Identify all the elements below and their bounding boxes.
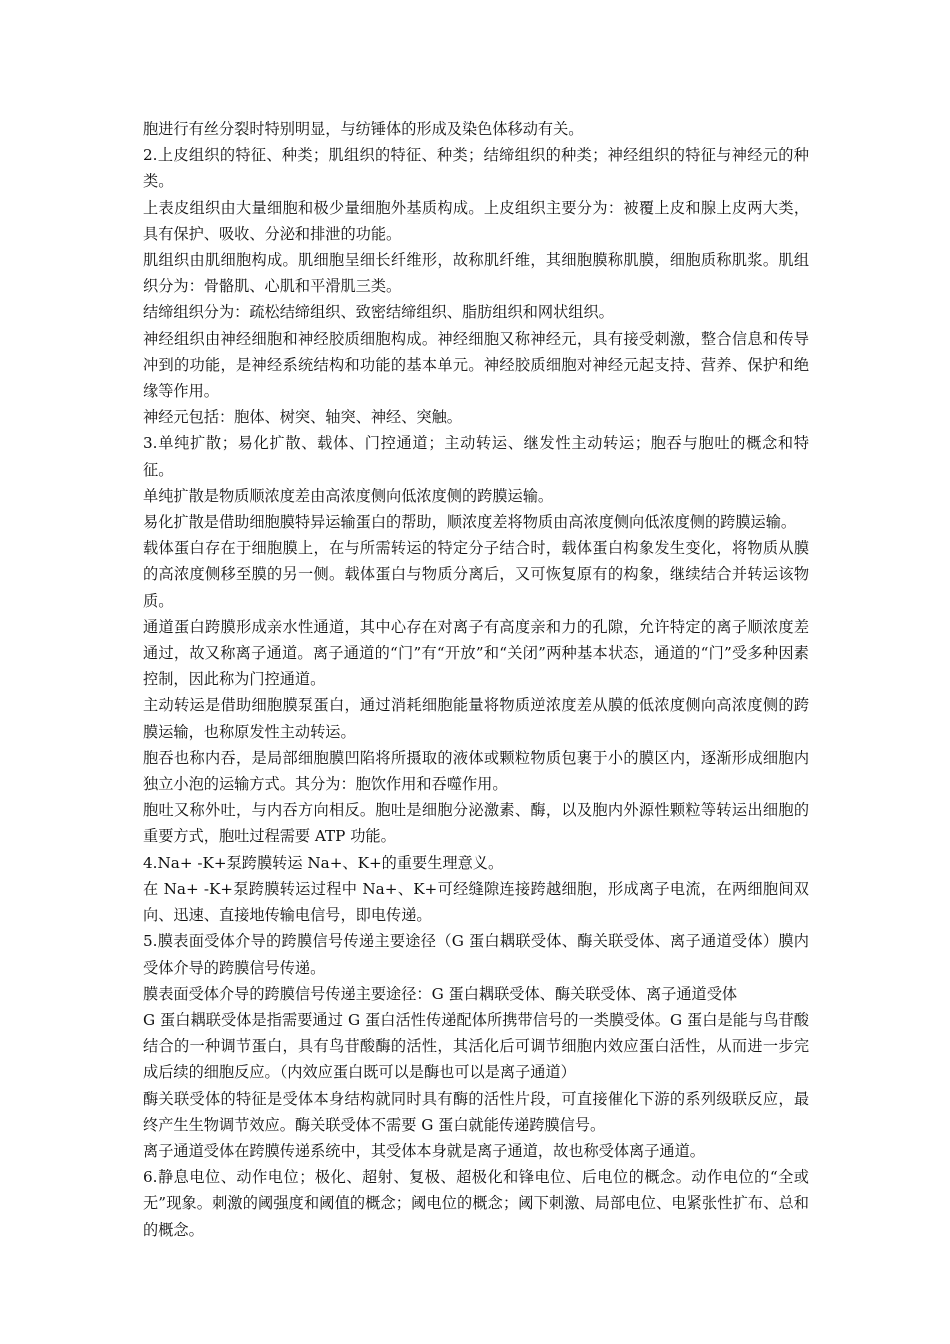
paragraph-g-protein-receptor: G 蛋白耦联受体是指需要通过 G 蛋白活性传递配体所携带信号的一类膜受体。G 蛋白是能与鸟苷酸结合的一种调节蛋白，具有鸟苷酸酶的活性，其活化后可调节细胞内效应蛋白活性，从而进一步完成后续的细胞反应。（内效应蛋白既可以是酶也可以是离子通道）: [143, 1010, 809, 1082]
heading-sodium-potassium-pump: 4.Na+ -K+泵跨膜转运 Na+、K+的重要生理意义。: [143, 853, 504, 872]
paragraph-enzyme-receptor: 酶关联受体的特征是受体本身结构就同时具有酶的活性片段，可直接催化下游的系列级联反应，最终产生生物调节效应。酶关联受体不需要 G 蛋白就能传递跨膜信号。: [143, 1089, 809, 1134]
paragraph-connective: 结缔组织分为：疏松结缔组织、致密结缔组织、脂肪组织和网状组织。: [143, 303, 614, 322]
heading-membrane-transport: 3.单纯扩散；易化扩散、载体、门控通道；主动转运、继发性主动转运；胞吞与胞吐的概念和特征。: [143, 434, 809, 479]
paragraph-simple-diffusion: 单纯扩散是物质顺浓度差由高浓度侧向低浓度侧的跨膜运输。: [143, 486, 554, 505]
paragraph-ion-channel-receptor: 离子通道受体在跨膜传递系统中，其受体本身就是离子通道，故也称受体离子通道。: [143, 1141, 705, 1160]
paragraph-nervous: 神经组织由神经细胞和神经胶质细胞构成。神经细胞又称神经元，具有接受刺激，整合信息和传导冲到的功能，是神经系统结构和功能的基本单元。神经胶质细胞对神经元起支持、营养、保护和绝缘等作用。: [143, 329, 809, 401]
paragraph-channel-protein: 通道蛋白跨膜形成亲水性通道，其中心存在对离子有高度亲和力的孔隙，允许特定的离子顺浓度差通过，故又称离子通道。离子通道的“门”有“开放”和“关闭”两种基本状态，通道的“门”受多种因素控制，因此称为门控通道。: [143, 617, 809, 689]
paragraph-facilitated-diffusion: 易化扩散是借助细胞膜特异运输蛋白的帮助，顺浓度差将物质由高浓度侧向低浓度侧的跨膜运输。: [143, 513, 797, 532]
heading-membrane-potentials: 6.静息电位、动作电位；极化、超射、复极、超极化和锋电位、后电位的概念。动作电位的“全或无”现象。刺激的阈强度和阈值的概念；阈电位的概念；阈下刺激、局部电位、电紧张性扩布、总和的概念。: [143, 1168, 809, 1239]
document-page: [143, 116, 809, 1243]
heading-signal-transduction: 5.膜表面受体介导的跨膜信号传递主要途径（G 蛋白耦联受体、酶关联受体、离子通道受体）膜内受体介导的跨膜信号传递。: [143, 932, 809, 977]
paragraph-active-transport: 主动转运是借助细胞膜泵蛋白，通过消耗细胞能量将物质逆浓度差从膜的低浓度侧向高浓度侧的跨膜运输，也称原发性主动转运。: [143, 696, 809, 741]
paragraph-carrier-protein: 载体蛋白存在于细胞膜上，在与所需转运的特定分子结合时，载体蛋白构象发生变化，将物质从膜的高浓度侧移至膜的另一侧。载体蛋白与物质分离后，又可恢复原有的构象，继续结合并转运该物质。: [143, 539, 809, 610]
paragraph-sodium-potassium-pump: 在 Na+ -K+泵跨膜转运过程中 Na+、K+可经缝隙连接跨越细胞，形成离子电流，在两细胞间双向、迅速、直接地传输电信号，即电传递。: [143, 879, 809, 925]
paragraph-endocytosis: 胞吞也称内吞，是局部细胞膜凹陷将所摄取的液体或颗粒物质包裹于小的膜区内，逐渐形成细胞内独立小泡的运输方式。其分为：胞饮作用和吞噬作用。: [143, 748, 809, 794]
heading-tissue-types: 2.上皮组织的特征、种类；肌组织的特征、种类；结缔组织的种类；神经组织的特征与神经元的种类。: [143, 146, 809, 191]
paragraph-epithelial: 上表皮组织由大量细胞和极少量细胞外基质构成。上皮组织主要分为：被覆上皮和腺上皮两大类，具有保护、吸收、分泌和排泄的功能。: [143, 198, 809, 243]
paragraph-exocytosis: 胞吐又称外吐，与内吞方向相反。胞吐是细胞分泌激素、酶，以及胞内外源性颗粒等转运出细胞的重要方式，胞吐过程需要 ATP 功能。: [143, 801, 809, 846]
paragraph-receptor-pathways: 膜表面受体介导的跨膜信号传递主要途径：G 蛋白耦联受体、酶关联受体、离子通道受体: [143, 984, 738, 1003]
paragraph-cell-division: 胞进行有丝分裂时特别明显，与纺锤体的形成及染色体移动有关。: [143, 120, 584, 138]
paragraph-muscle: 肌组织由肌细胞构成。肌细胞呈细长纤维形，故称肌纤维，其细胞膜称肌膜，细胞质称肌浆。肌组织分为：骨骼肌、心肌和平滑肌三类。: [143, 251, 809, 296]
paragraph-neuron-parts: 神经元包括：胞体、树突、轴突、神经、突触。: [143, 408, 462, 427]
